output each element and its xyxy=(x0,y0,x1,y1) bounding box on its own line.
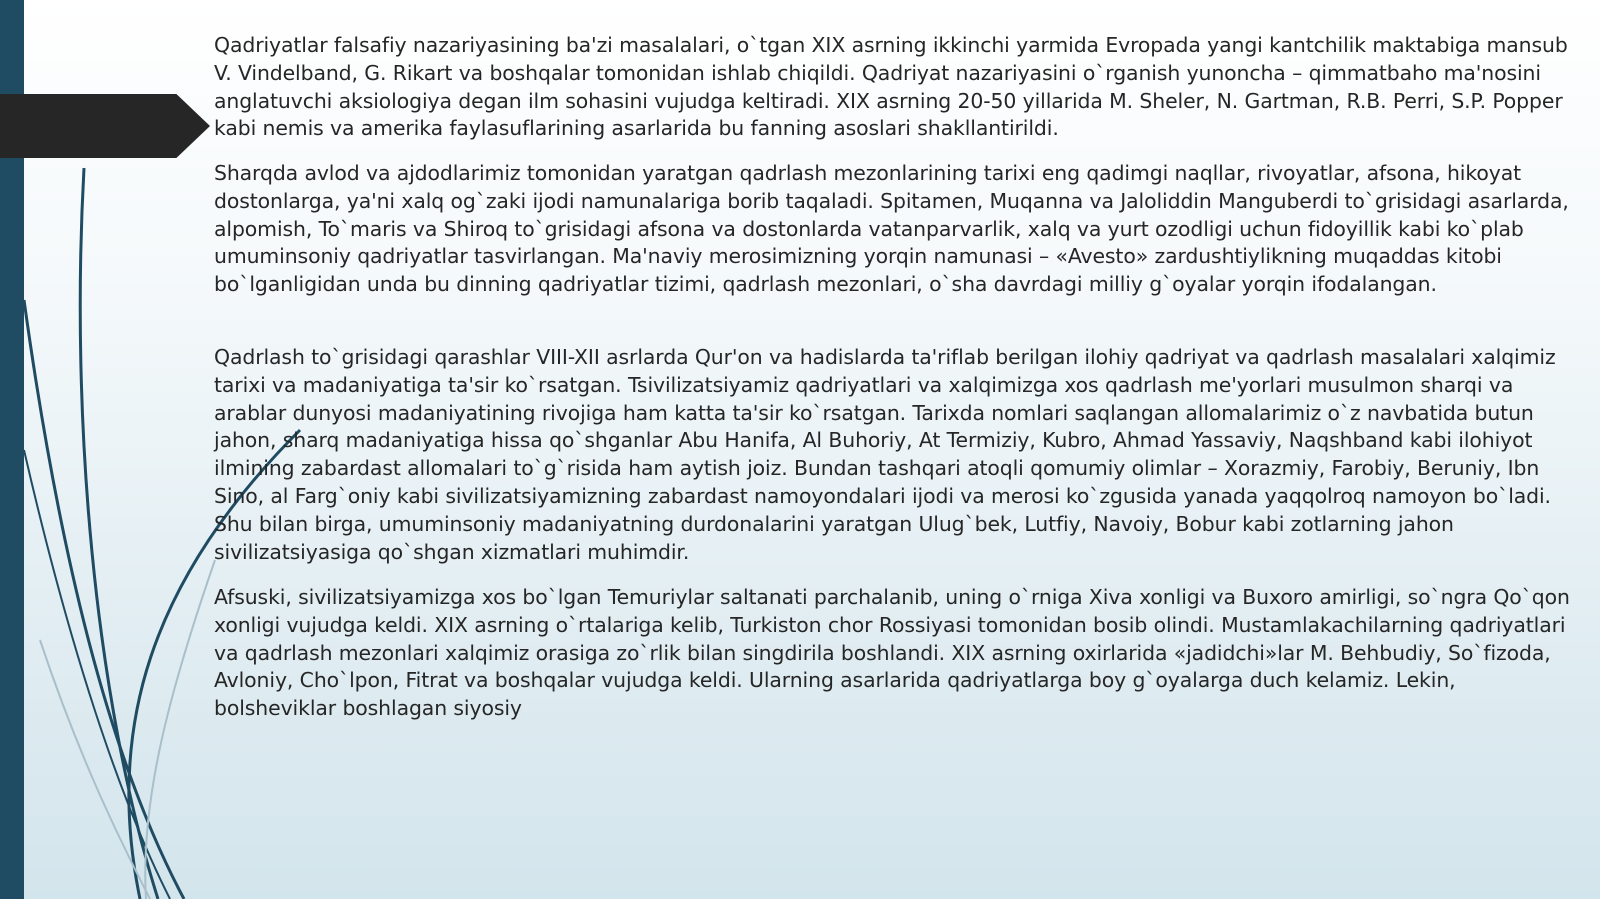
bullet-paragraph: Afsuski, sivilizatsiyamizga xos bo`lgan Temuriylar saltanati parchalanib, uning o`rniga Xiva xonligi va Buxoro amirligi, so`ngra Qo`qon xonligi vujudga keldi. XIX asrning o`rtalariga kelib, Turkiston chor Rossiyasi tomonidan bosib olindi. Mustamlakachilarning qadriyatlari va qadrlash mezonlari xalqimiz orasiga zo`rlik bilan singdirila boshlandi. XIX asrning oxirlarida «jadidchi»lar M. Behbudiy, So`fizoda, Avloniy, Cho`lpon, Fitrat va boshqalar vujudga keldi. Ularning asarlarida qadriyatlarga boy g`oyalarga duch kelamiz. Lekin, bolsheviklar boshlagan siyosiy xyxy=(214,585,1570,721)
bullet-paragraph: Sharqda avlod va ajdodlarimiz tomonidan yaratgan qadrlash mezonlarining tarixi eng qadimgi naqllar, rivoyatlar, afsona, hikoyat dostonlarga, ya'ni xalq og`zaki ijodi namunalariga borib taqaladi. Spitamen, Muqanna va Jaloliddin Manguberdi to`grisidagi asarlarda, alpomish, To`maris va Shiroq to`grisidagi afsona va dostonlarda vatanparvarlik, xalq va yurt ozodligi uchun fidoyillik kabi ko`plab umuminsoniy qadriyatlar tasvirlangan. Ma'naviy merosimizning yorqin namunasi – «Avesto» zardushtiylikning muqaddas kitobi bo`lganligidan unda bu dinning qadriyatlar tizimi, qadrlash mezonlari, o`sha davrdagi milliy g`oyalar yorqin ifodalangan. xyxy=(214,161,1569,297)
bullet-paragraph: Qadriyatlar falsafiy nazariyasining ba'zi masalalari, o`tgan XIX asrning ikkinchi yarmida Evropada yangi kantchilik maktabiga mansub V. Vindelband, G. Rikart va boshqalar tomonidan ishlab chiqildi. Qadriyat nazariyasini o`rganish yunoncha – qimmatbaho ma'nosini anglatuvchi aksiologiya degan ilm sohasini vujudga keltiradi. XIX asrning 20-50 yillarida M. Sheler, N. Gartman, R.B. Perri, S.P. Popper kabi nemis va amerika faylasuflarining asarlarida bu fanning asoslari shakllantirildi. xyxy=(214,33,1568,141)
bullet-paragraph: Qadrlash to`grisidagi qarashlar VIII-XII asrlarda Qur'on va hadislarda ta'riflab berilgan ilohiy qadriyat va qadrlash masalalari xalqimiz tarixi va madaniyatiga ta'sir ko`rsatgan. Tsivilizatsiyamiz qadriyatlari va xalqimizga xos qadrlash me'yorlari musulmon sharqi va arablar dunyosi madaniyatining rivojiga ham katta ta'sir ko`rsatgan. Tarixda nomlari saqlangan allomalarimiz o`z navbatida butun jahon, sharq madaniyatiga hissa qo`shganlar Abu Hanifa, Al Buhoriy, At Termiziy, Kubro, Ahmad Yassaviy, Naqshband kabi ilohiyot ilmining zabardast allomalari to`g`risida ham aytish joiz. Bundan tashqari atoqli qomumiy olimlar – Xorazmiy, Farobiy, Beruniy, Ibn Sino, al Farg`oniy kabi sivilizatsiyamizning zabardast namoyondalari ijodi va merosi ko`zgusida yanada yaqqolroq namoyon bo`ladi. Shu bilan birga, umuminsoniy madaniyatning durdonalarini yaratgan Ulug`bek, Lutfiy, Navoiy, Bobur kabi zotlarning jahon sivilizatsiyasiga qo`shgan xizmatlari muhimdir. xyxy=(214,345,1556,564)
